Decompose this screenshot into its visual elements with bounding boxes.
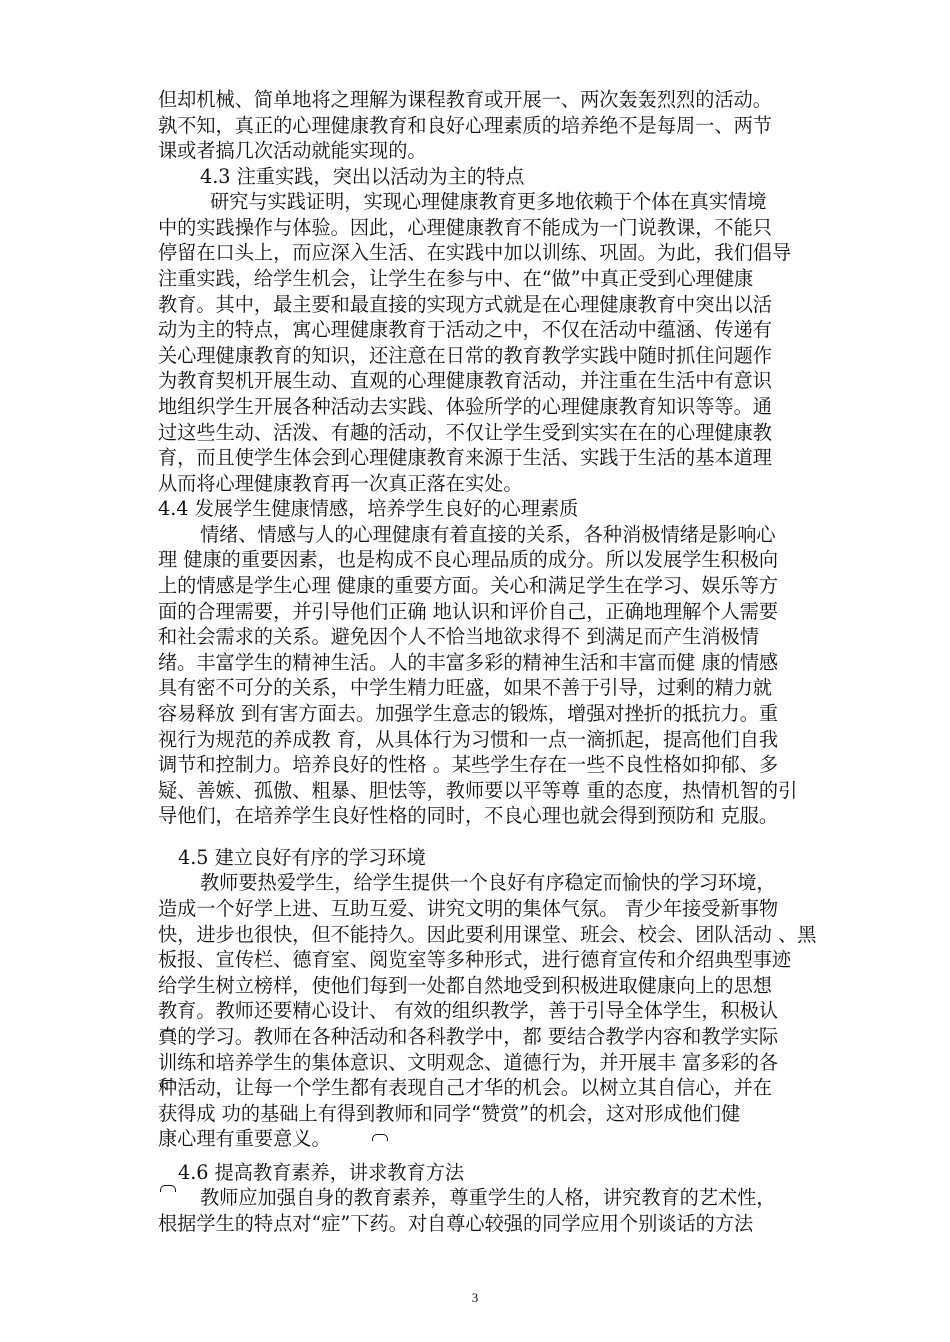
edit-marker-icon — [160, 1030, 176, 1037]
text-line: 教师要热爱学生，给学生提供一个良好有序稳定而愉快的学习环境， — [200, 871, 776, 895]
text-line: 教育。教师还要精心设计、 有效的组织教学，善于引导全体学生，积极认 — [158, 999, 779, 1023]
text-line: 真的学习。教师在各种活动和各科教学中，都 要结合教学内容和教学实际 — [158, 1024, 779, 1048]
text-line: 和社会需求的关系。避免因个人不恰当地欲求得不 到满足而产生消极情 — [158, 625, 759, 649]
text-line: 康心理有重要意义。 — [158, 1127, 331, 1151]
text-line: 4.4 发展学生健康情感，培养学生良好的心理素质 — [158, 497, 579, 521]
text-line: 地组织学生开展各种活动去实践、体验所学的心理健康教育知识等等。通 — [158, 394, 772, 418]
edit-marker-icon — [372, 1134, 388, 1141]
text-line: 停留在口头上，而应深入生活、在实践中加以训练、巩固。为此，我们倡导 — [158, 241, 792, 265]
text-line: 快，进步也很快，但不能持久。因此要利用课堂、班会、校会、团队活动 、黑 — [158, 922, 817, 946]
text-line: 教育。其中，最主要和最直接的实现方式就是在心理健康教育中突出以活 — [158, 292, 772, 316]
text-line: 导他们，在培养学生良好性格的同时，不良心理也就会得到预防和 克服。 — [158, 804, 779, 828]
text-line: 课或者搞几次活动就能实现的。 — [158, 139, 427, 163]
text-line: 4.6 提高教育素养，讲求教育方法 — [178, 1160, 465, 1184]
text-line: 关心理健康教育的知识，还注意在日常的教育教学实践中随时抓住问题作 — [158, 343, 772, 367]
text-line: 造成一个好学上进、互助互爱、讲究文明的集体气氛。 青少年接受新事物 — [158, 897, 779, 921]
text-line: 但却机械、简单地将之理解为课程教育或开展一、两次轰轰烈烈的活动。 — [158, 88, 772, 111]
text-line: 给学生树立榜样，使他们每到一处都自然地受到积极进取健康向上的思想 — [158, 973, 772, 997]
text-line: 视行为规范的养成教 育，从具体行为习惯和一点一滴抓起，提高他们自我 — [158, 727, 779, 751]
text-line: 情绪、情感与人的心理健康有着直接的关系，各种消极情绪是影响心 — [200, 522, 776, 546]
text-line: 绪。丰富学生的精神生活。人的丰富多彩的精神生活和丰富而健 康的情感 — [158, 650, 779, 674]
text-line: 容易释放 到有害方面去。加强学生意志的锻炼，增强对挫折的抵抗力。重 — [158, 701, 779, 725]
text-line: 动为主的特点，寓心理健康教育于活动之中，不仅在活动中蕴涵、传递有 — [158, 318, 772, 342]
text-line: 过这些生动、活泼、有趣的活动，不仅让学生受到实实在在的心理健康教 — [158, 420, 772, 444]
text-line: 理 健康的重要因素，也是构成不良心理品质的成分。所以发展学生积极向 — [158, 548, 779, 572]
text-line: 孰不知，真正的心理健康教育和良好心理素质的培养绝不是每周一、两节 — [158, 113, 772, 137]
text-line: 研究与实践证明，实现心理健康教育更多地依赖于个体在真实情境 — [210, 190, 767, 214]
text-line: 疑、善嫉、孤傲、粗暴、胆怯等，教师要以平等尊 重的态度，热情机智的引 — [158, 778, 798, 802]
text-line: 获得成 功的基础上有得到教师和同学“赞赏”的机会，这对形成他们健 — [158, 1101, 741, 1125]
text-line: 教师应加强自身的教育素养，尊重学生的人格，讲究教育的艺术性， — [200, 1186, 776, 1210]
text-line: 4.3 注重实践，突出以活动为主的特点 — [200, 164, 525, 188]
text-line: 训练和培养学生的集体意识、文明观念、道德行为，并开展丰 富多彩的各 — [158, 1050, 779, 1074]
text-line: 从而将心理健康教育再一次真正落在实处。 — [158, 471, 523, 495]
text-line: 注重实践，给学生机会，让学生在参与中、在“做”中真正受到心理健康 — [158, 267, 754, 291]
text-line: 为教育契机开展生动、直观的心理健康教育活动，并注重在生活中有意识 — [158, 369, 772, 393]
text-line: 中的实践操作与体验。因此，心理健康教育不能成为一门说教课，不能只 — [158, 215, 772, 239]
text-line: 面的合理需要，并引导他们正确 地认识和评价自己，正确地理解个人需要 — [158, 599, 779, 623]
text-line: 板报、宣传栏、德育室、阅览室等多种形式，进行德育宣传和介绍典型事迹 — [158, 948, 792, 972]
text-line: 具有密不可分的关系，中学生精力旺盛，如果不善于引导，过剩的精力就 — [158, 676, 772, 700]
text-line: 根据学生的特点对“症”下药。对自尊心较强的同学应用个别谈话的方法 — [158, 1212, 754, 1235]
edit-marker-icon — [160, 1185, 176, 1192]
text-line: 调节和控制力。培养良好的性格 。某些学生存在一些不良性格如抑郁、多 — [158, 753, 779, 777]
text-line: 4.5 建立良好有序的学习环境 — [178, 845, 426, 869]
text-line: 育，而且使学生体会到心理健康教育来源于生活、实践于生活的基本道理 — [158, 446, 772, 470]
text-line: 上的情感是学生心理 健康的重要方面。关心和满足学生在学习、娱乐等方 — [158, 574, 779, 598]
edit-marker-icon — [160, 1080, 176, 1087]
text-line: 种活动，让每一个学生都有表现自己才华的机会。以树立其自信心，并在 — [158, 1076, 772, 1100]
page-number: 3 — [471, 1290, 479, 1305]
